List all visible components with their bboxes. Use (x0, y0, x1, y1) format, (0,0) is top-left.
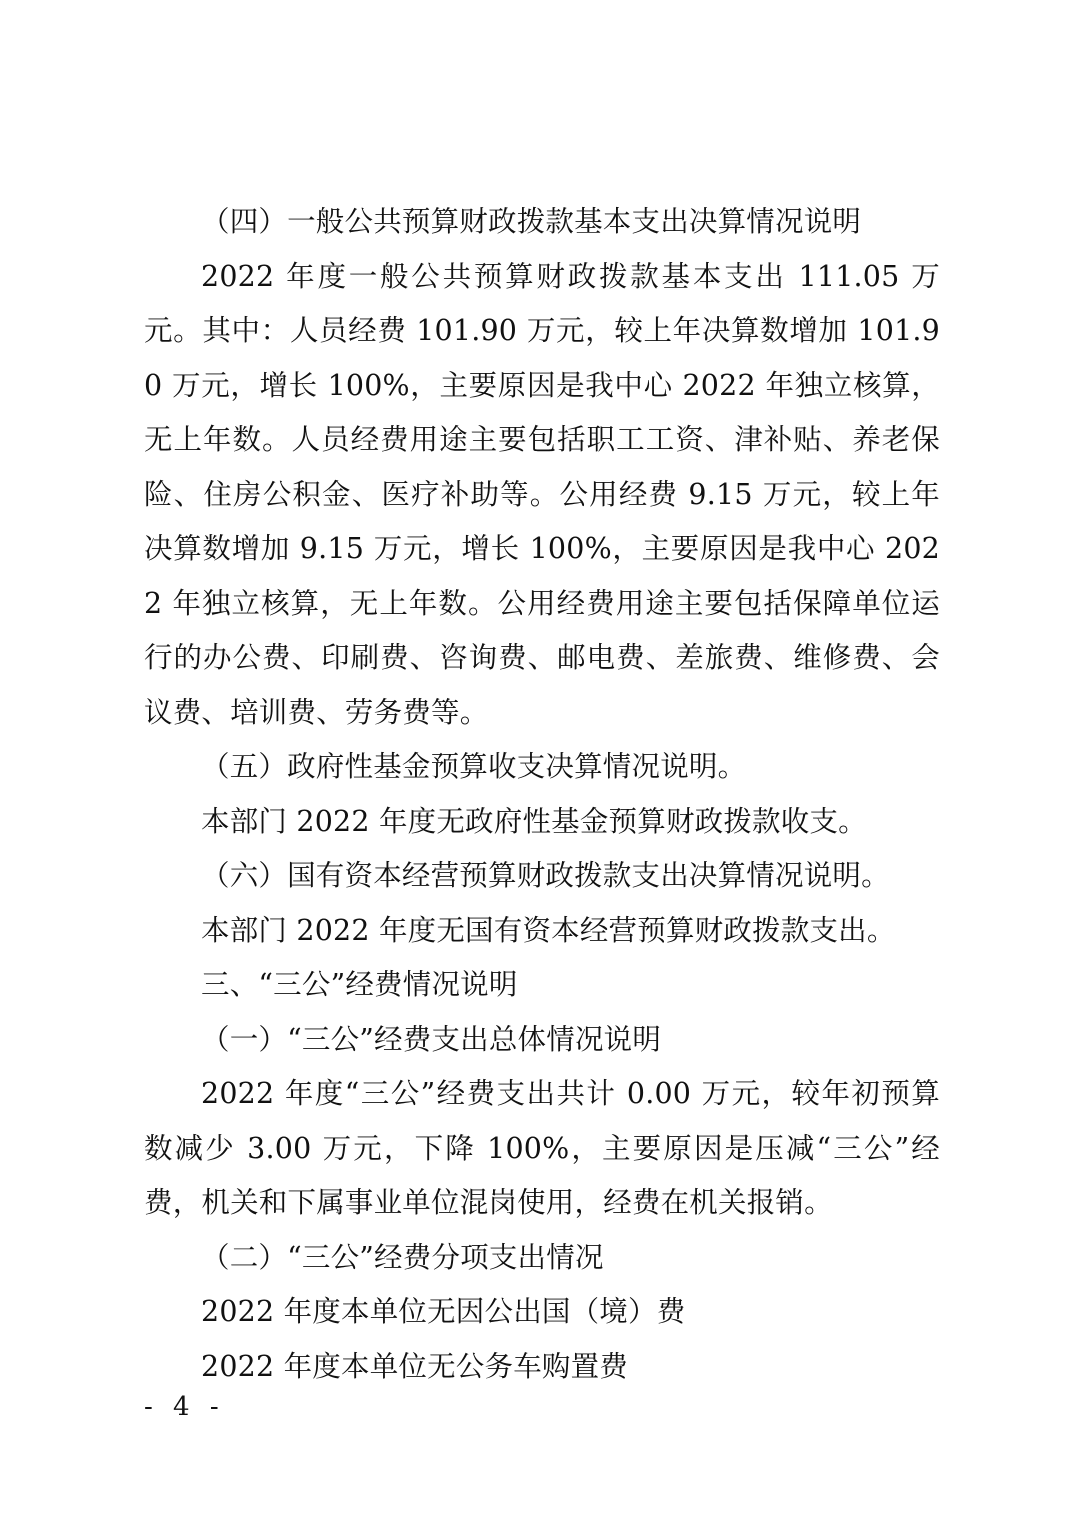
page-number: - 4 - (144, 1392, 225, 1422)
heading-part-3: 三、“三公”经费情况说明 (201, 968, 518, 1001)
paragraph-three-public-total: 2022 年度“三公”经费支出共计 0.00 万元，较年初预算数减少 3.00 万元，下降 100%，主要原因是压减“三公”经费，机关和下属事业单位混岗使用，经费在机关报销。 (144, 1077, 940, 1219)
paragraph-vehicle-purchase: 2022 年度本单位无公务车购置费 (201, 1349, 628, 1383)
heading-section-6: （六）国有资本经营预算财政拨款支出决算情况说明。 (201, 859, 890, 892)
paragraph-overseas-travel: 2022 年度本单位无因公出国（境）费 (201, 1295, 686, 1328)
heading-subsection-1: （一）“三公”经费支出总体情况说明 (201, 1022, 662, 1056)
paragraph-state-capital: 本部门 2022 年度无国有资本经营预算财政拨款支出。 (201, 913, 896, 947)
heading-subsection-2: （二）“三公”经费分项支出情况 (201, 1240, 604, 1274)
heading-section-5: （五）政府性基金预算收支决算情况说明。 (201, 750, 747, 783)
document-body (144, 195, 940, 1394)
paragraph-basic-expenditure: 2022 年度一般公共预算财政拨款基本支出 111.05 万元。其中：人员经费 101.90 万元，较上年决算数增加 101.90 万元，增长 100%，主要原因是我中心 2022 年独立核算，无上年数。人员经费用途主要包括职工工资、津补贴、养老保险、住房公积金、医疗补助等。公用经费 9.15 万元，较上年决算数增加 9.15 万元，增长 100%，主要原因是我中心 2022 年独立核算，无上年数。公用经费用途主要包括保障单位运行的办公费、印刷费、咨询费、邮电费、差旅费、维修费、会议费、培训费、劳务费等。 (144, 259, 940, 729)
heading-section-4: （四）一般公共预算财政拨款基本支出决算情况说明 (201, 205, 862, 238)
paragraph-government-fund: 本部门 2022 年度无政府性基金预算财政拨款收支。 (201, 804, 867, 838)
